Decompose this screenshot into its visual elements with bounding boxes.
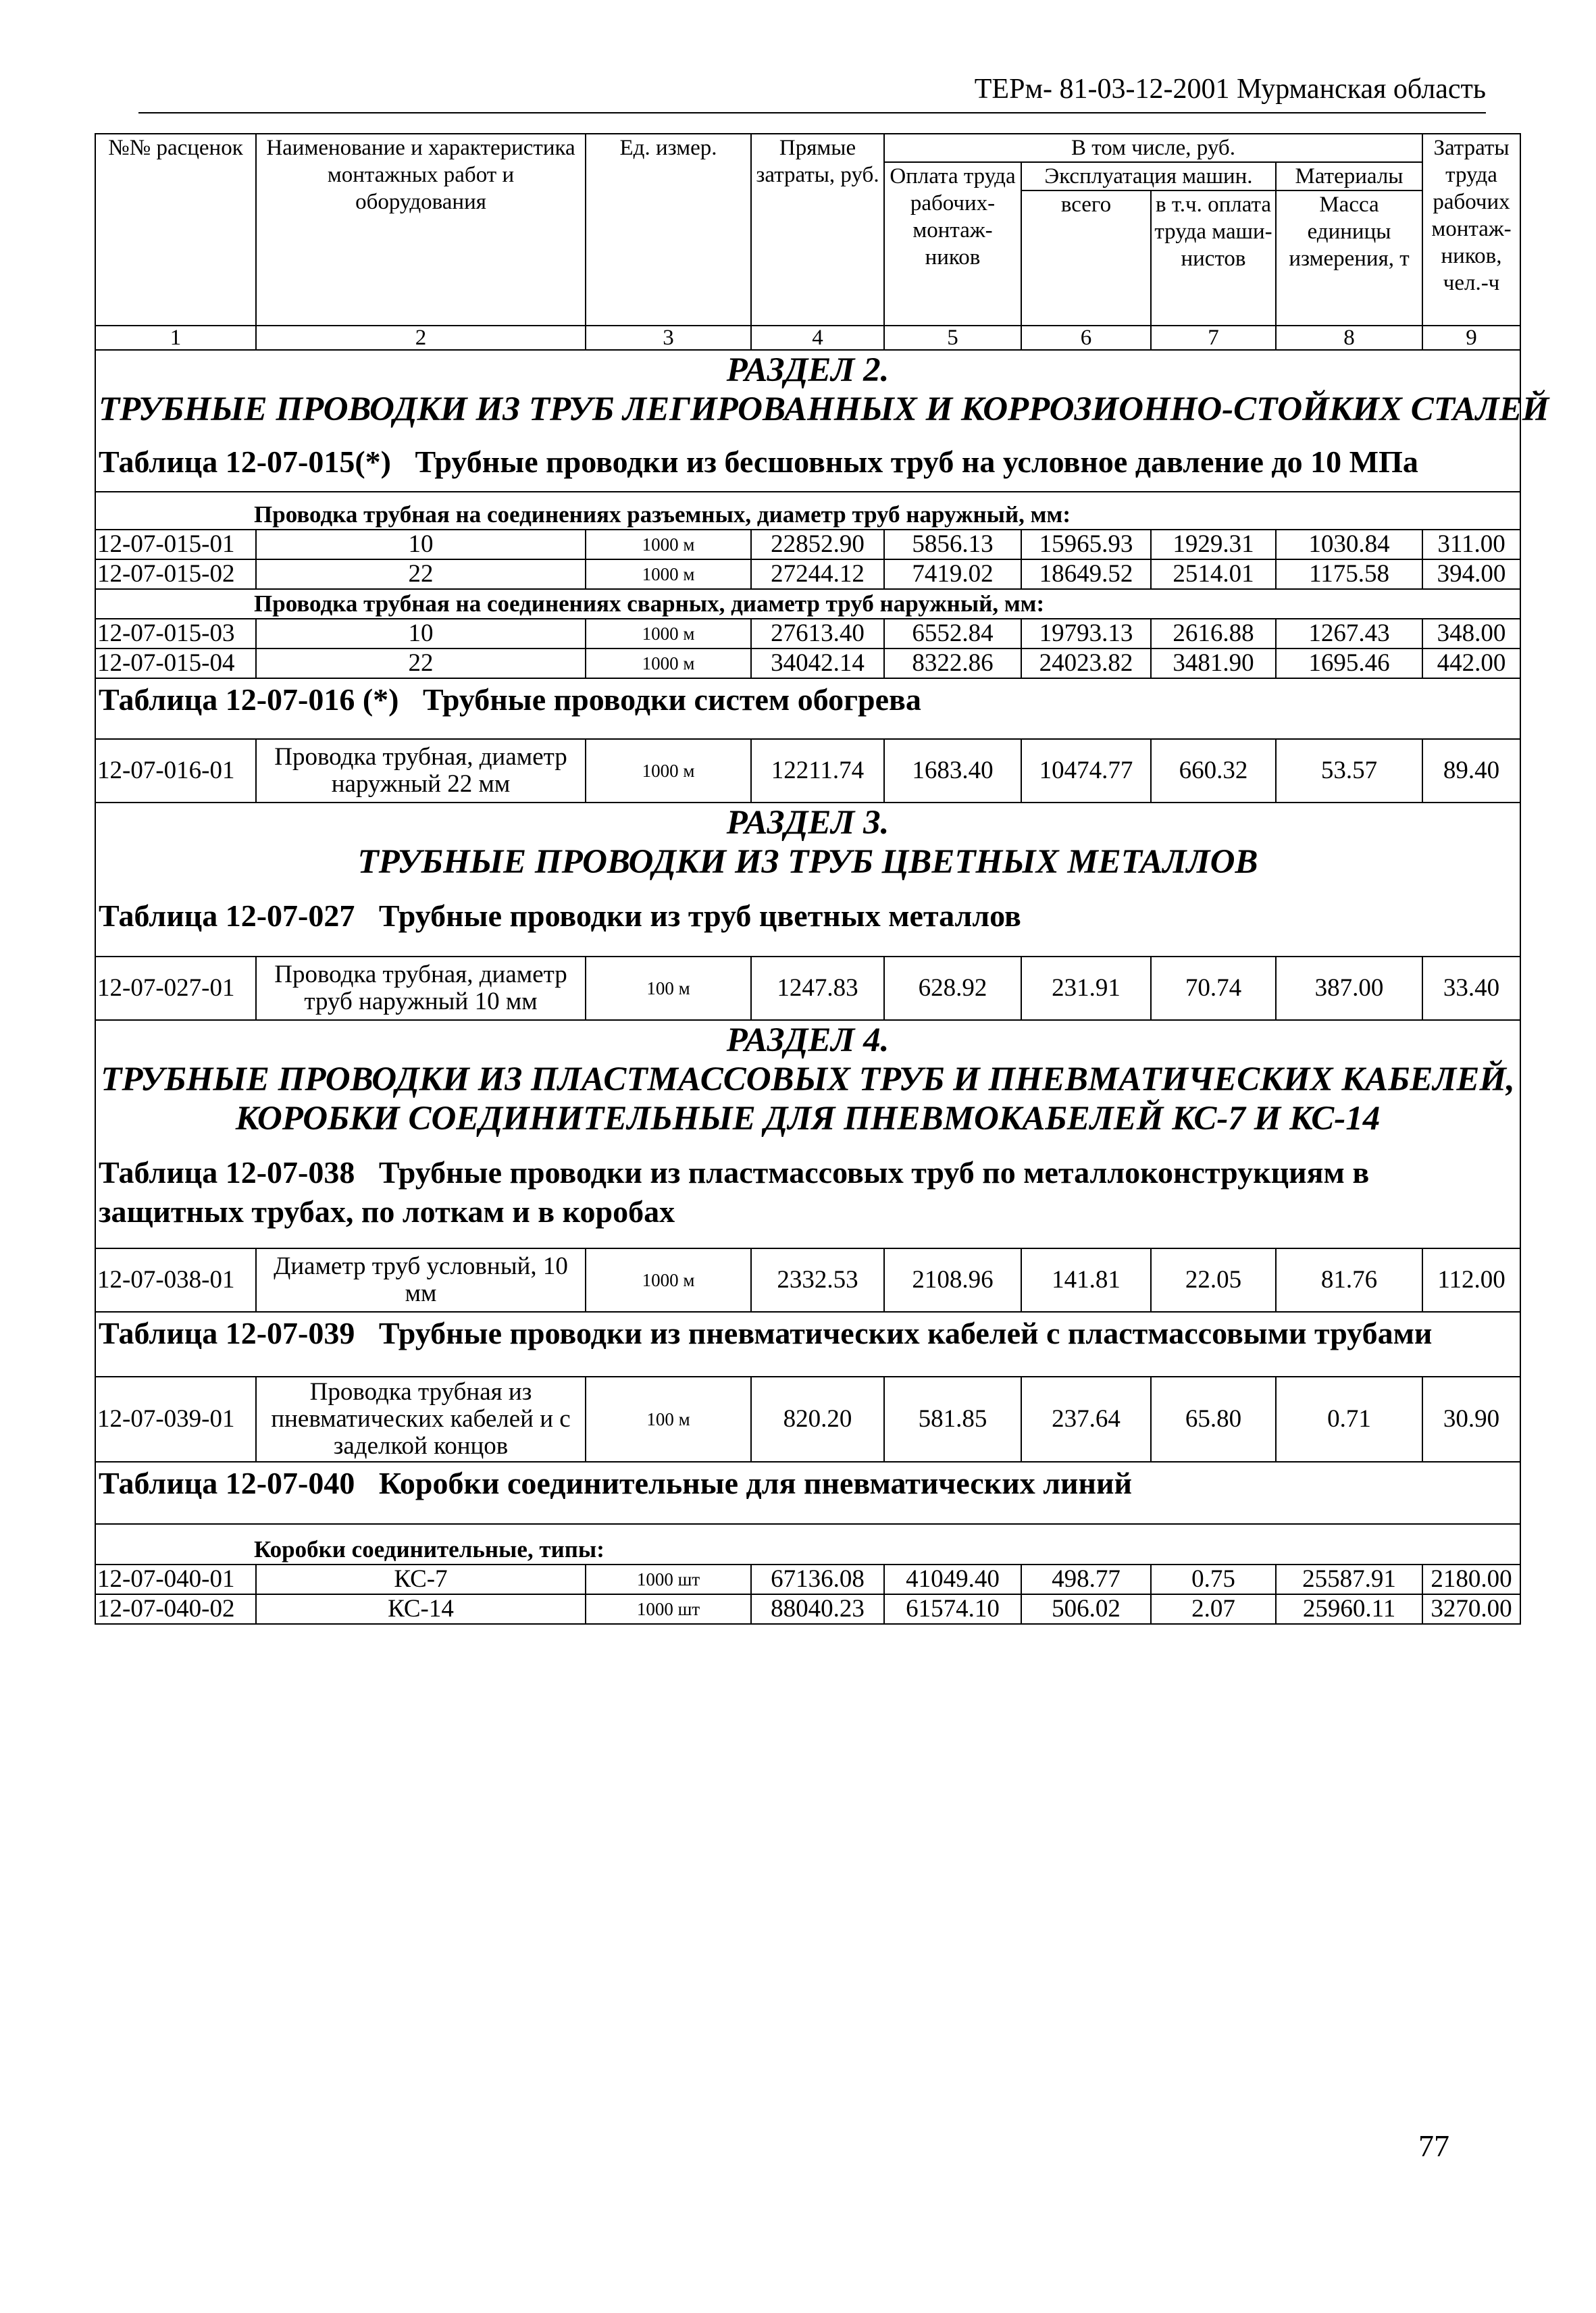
table-row <box>95 619 1520 649</box>
rate-machine-cost: 237.64 <box>1021 1377 1151 1462</box>
subheading: Проводка трубная на соединениях разъемных, диаметр труб наружный, мм: <box>95 492 1520 530</box>
rate-mass: 25587.91 <box>1276 1565 1422 1594</box>
column-number: 5 <box>884 326 1021 350</box>
rate-code: 12-07-039-01 <box>95 1377 256 1462</box>
rate-machinist-labor: 22.05 <box>1151 1248 1276 1312</box>
table-row <box>95 649 1520 678</box>
rate-mass: 1175.58 <box>1276 559 1422 589</box>
table-row <box>95 1594 1520 1624</box>
header-row-1 <box>95 134 1520 162</box>
rates-table <box>95 133 1549 1625</box>
table-prefix: Таблица <box>99 444 218 479</box>
rates-document <box>95 133 1549 1625</box>
col-unit-header: Ед. измер. <box>586 134 751 326</box>
rate-labor-cost: 7419.02 <box>884 559 1021 589</box>
rate-labor-cost: 2108.96 <box>884 1248 1021 1312</box>
col-hours-header: Затраты труда рабочих монтаж-ников, чел.-ч <box>1422 134 1520 326</box>
rate-labor-cost: 581.85 <box>884 1377 1021 1462</box>
section-title: ТРУБНЫЕ ПРОВОДКИ ИЗ ТРУБ ЦВЕТНЫХ МЕТАЛЛОВ <box>357 843 1258 881</box>
column-numbers-row <box>95 326 1520 350</box>
rate-name: Проводка трубная, диаметр труб наружный 10 мм <box>256 957 586 1020</box>
section-title-line-1: ТРУБНЫЕ ПРОВОДКИ ИЗ ПЛАСТМАССОВЫХ ТРУБ И ПНЕВМАТИЧЕСКИХ КАБЕЛЕЙ, <box>101 1061 1515 1098</box>
rate-code: 12-07-027-01 <box>95 957 256 1020</box>
rate-direct-cost: 12211.74 <box>751 739 884 803</box>
rate-unit: 1000 шт <box>586 1594 751 1624</box>
rate-mass: 1030.84 <box>1276 530 1422 559</box>
table-015-title <box>95 429 1520 492</box>
rate-mass: 387.00 <box>1276 957 1422 1020</box>
rate-name: Проводка трубная из пневматических кабелей и с заделкой концов <box>256 1377 586 1462</box>
rate-direct-cost: 67136.08 <box>751 1565 884 1594</box>
rate-name: 22 <box>256 559 586 589</box>
rate-machine-cost: 10474.77 <box>1021 739 1151 803</box>
rate-hours: 30.90 <box>1422 1377 1520 1462</box>
rate-machinist-labor: 2616.88 <box>1151 619 1276 649</box>
rate-machine-cost: 506.02 <box>1021 1594 1151 1624</box>
rate-unit: 100 м <box>586 1377 751 1462</box>
rate-name: 22 <box>256 649 586 678</box>
table-015-subheading-2 <box>95 589 1520 619</box>
rate-direct-cost: 88040.23 <box>751 1594 884 1624</box>
rate-hours: 2180.00 <box>1422 1565 1520 1594</box>
table-prefix: Таблица <box>99 898 218 933</box>
table-040-title <box>95 1462 1520 1524</box>
table-number: 12-07-040 <box>225 1466 355 1500</box>
rate-labor-cost: 628.92 <box>884 957 1021 1020</box>
rate-hours: 394.00 <box>1422 559 1520 589</box>
subheading: Проводка трубная на соединениях сварных, диаметр труб наружный, мм: <box>95 589 1520 619</box>
table-number: 12-07-039 <box>225 1316 355 1350</box>
rate-name: КС-7 <box>256 1565 586 1594</box>
rate-machinist-labor: 65.80 <box>1151 1377 1276 1462</box>
rate-hours: 442.00 <box>1422 649 1520 678</box>
rate-machine-cost: 231.91 <box>1021 957 1151 1020</box>
rate-code: 12-07-040-01 <box>95 1565 256 1594</box>
rate-hours: 33.40 <box>1422 957 1520 1020</box>
rate-name: 10 <box>256 530 586 559</box>
rate-machine-cost: 498.77 <box>1021 1565 1151 1594</box>
rate-code: 12-07-040-02 <box>95 1594 256 1624</box>
rate-name: Проводка трубная, диаметр наружный 22 мм <box>256 739 586 803</box>
rate-unit: 100 м <box>586 957 751 1020</box>
column-number: 3 <box>586 326 751 350</box>
table-row <box>95 530 1520 559</box>
rate-labor-cost: 8322.86 <box>884 649 1021 678</box>
table-prefix: Таблица <box>99 1316 218 1350</box>
table-row <box>95 1565 1520 1594</box>
rate-code: 12-07-038-01 <box>95 1248 256 1312</box>
col-code-header: №№ расценок <box>95 134 256 326</box>
rate-name: Диаметр труб условный, 10 мм <box>256 1248 586 1312</box>
table-number: 12-07-015(*) <box>225 444 391 479</box>
rate-labor-cost: 5856.13 <box>884 530 1021 559</box>
table-027-title <box>95 882 1520 957</box>
header-rule <box>138 112 1486 113</box>
table-038-title <box>95 1138 1520 1248</box>
table-number: 12-07-027 <box>225 898 355 933</box>
rate-code: 12-07-015-04 <box>95 649 256 678</box>
column-number: 8 <box>1276 326 1422 350</box>
rate-labor-cost: 41049.40 <box>884 1565 1021 1594</box>
table-row <box>95 1248 1520 1312</box>
rate-unit: 1000 м <box>586 1248 751 1312</box>
rate-machine-cost: 24023.82 <box>1021 649 1151 678</box>
col-group-header: В том числе, руб. <box>884 134 1422 162</box>
table-title: Трубные проводки из пластмассовых труб по металлоконструкциям в защитных трубах, по лоткам и в коробах <box>99 1155 1370 1229</box>
rate-hours: 89.40 <box>1422 739 1520 803</box>
subheading: Коробки соединительные, типы: <box>95 1524 1520 1565</box>
rate-machinist-labor: 660.32 <box>1151 739 1276 803</box>
col-labor-header: Оплата труда рабочих-монтаж-ников <box>884 162 1021 326</box>
column-number: 4 <box>751 326 884 350</box>
section-title: ТРУБНЫЕ ПРОВОДКИ ИЗ ТРУБ ЛЕГИРОВАННЫХ И КОРРОЗИОННО-СТОЙКИХ СТАЛЕЙ <box>99 390 1549 428</box>
section-4-heading <box>95 1020 1520 1138</box>
rate-machinist-labor: 2.07 <box>1151 1594 1276 1624</box>
rate-hours: 348.00 <box>1422 619 1520 649</box>
rate-unit: 1000 м <box>586 649 751 678</box>
table-title: Трубные проводки из бесшовных труб на условное давление до 10 МПа <box>415 444 1418 479</box>
column-number: 7 <box>1151 326 1276 350</box>
col-mach-labor-header: в т.ч. оплата труда маши-нистов <box>1151 190 1276 326</box>
col-direct-header: Прямые затраты, руб. <box>751 134 884 326</box>
rate-mass: 1695.46 <box>1276 649 1422 678</box>
table-040-subheading <box>95 1524 1520 1565</box>
section-3-heading <box>95 803 1520 882</box>
table-number: 12-07-016 (*) <box>225 682 399 717</box>
rate-labor-cost: 1683.40 <box>884 739 1021 803</box>
rate-mass: 53.57 <box>1276 739 1422 803</box>
rate-direct-cost: 820.20 <box>751 1377 884 1462</box>
rate-machinist-labor: 1929.31 <box>1151 530 1276 559</box>
rate-hours: 311.00 <box>1422 530 1520 559</box>
rate-machinist-labor: 2514.01 <box>1151 559 1276 589</box>
rate-direct-cost: 27613.40 <box>751 619 884 649</box>
rate-code: 12-07-015-01 <box>95 530 256 559</box>
rate-hours: 112.00 <box>1422 1248 1520 1312</box>
rate-machine-cost: 141.81 <box>1021 1248 1151 1312</box>
table-row <box>95 739 1520 803</box>
rate-name: КС-14 <box>256 1594 586 1624</box>
col-machines-header: Эксплуатация машин. <box>1021 162 1276 190</box>
rate-mass: 81.76 <box>1276 1248 1422 1312</box>
table-title: Трубные проводки из пневматических кабелей с пластмассовыми трубами <box>378 1316 1433 1350</box>
table-row <box>95 1377 1520 1462</box>
rate-code: 12-07-015-03 <box>95 619 256 649</box>
rate-name: 10 <box>256 619 586 649</box>
rate-direct-cost: 22852.90 <box>751 530 884 559</box>
table-title: Трубные проводки из труб цветных металлов <box>378 898 1021 933</box>
table-039-title <box>95 1312 1520 1377</box>
column-number: 6 <box>1021 326 1151 350</box>
rate-code: 12-07-015-02 <box>95 559 256 589</box>
rate-machine-cost: 19793.13 <box>1021 619 1151 649</box>
rate-mass: 0.71 <box>1276 1377 1422 1462</box>
col-materials-header: Материалы <box>1276 162 1422 190</box>
table-number: 12-07-038 <box>225 1155 355 1190</box>
table-prefix: Таблица <box>99 1466 218 1500</box>
section-2-heading <box>95 350 1520 429</box>
table-row <box>95 559 1520 589</box>
col-mass-header: Масса единицы измерения, т <box>1276 190 1422 326</box>
rate-unit: 1000 м <box>586 739 751 803</box>
table-015-subheading-1 <box>95 492 1520 530</box>
table-prefix: Таблица <box>99 682 218 717</box>
rate-mass: 25960.11 <box>1276 1594 1422 1624</box>
col-mach-total-header: всего <box>1021 190 1151 326</box>
rate-machinist-labor: 0.75 <box>1151 1565 1276 1594</box>
rate-direct-cost: 34042.14 <box>751 649 884 678</box>
page-number: 77 <box>1418 2129 1449 2163</box>
table-016-title <box>95 678 1520 739</box>
table-title: Трубные проводки систем обогрева <box>423 682 921 717</box>
rate-labor-cost: 6552.84 <box>884 619 1021 649</box>
rate-hours: 3270.00 <box>1422 1594 1520 1624</box>
rate-unit: 1000 м <box>586 619 751 649</box>
section-label: РАЗДЕЛ 3. <box>726 804 890 842</box>
rate-machinist-labor: 70.74 <box>1151 957 1276 1020</box>
section-label: РАЗДЕЛ 2. <box>726 351 890 389</box>
table-prefix: Таблица <box>99 1155 218 1190</box>
rate-unit: 1000 шт <box>586 1565 751 1594</box>
column-number: 1 <box>95 326 256 350</box>
rate-direct-cost: 2332.53 <box>751 1248 884 1312</box>
rate-code: 12-07-016-01 <box>95 739 256 803</box>
column-number: 2 <box>256 326 586 350</box>
rate-direct-cost: 27244.12 <box>751 559 884 589</box>
table-row <box>95 957 1520 1020</box>
column-number: 9 <box>1422 326 1520 350</box>
rate-machine-cost: 18649.52 <box>1021 559 1151 589</box>
rate-unit: 1000 м <box>586 559 751 589</box>
col-name-header: Наименование и характеристика монтажных работ и оборудования <box>256 134 586 326</box>
section-label: РАЗДЕЛ 4. <box>726 1021 890 1059</box>
rate-machine-cost: 15965.93 <box>1021 530 1151 559</box>
section-title-line-2: КОРОБКИ СОЕДИНИТЕЛЬНЫЕ ДЛЯ ПНЕВМОКАБЕЛЕЙ КС-7 И КС-14 <box>235 1100 1381 1138</box>
rate-machinist-labor: 3481.90 <box>1151 649 1276 678</box>
rate-direct-cost: 1247.83 <box>751 957 884 1020</box>
rate-labor-cost: 61574.10 <box>884 1594 1021 1624</box>
rate-unit: 1000 м <box>586 530 751 559</box>
rate-mass: 1267.43 <box>1276 619 1422 649</box>
page-header: ТЕРм- 81-03-12-2001 Мурманская область <box>974 74 1486 105</box>
table-title: Коробки соединительные для пневматических линий <box>378 1466 1133 1500</box>
